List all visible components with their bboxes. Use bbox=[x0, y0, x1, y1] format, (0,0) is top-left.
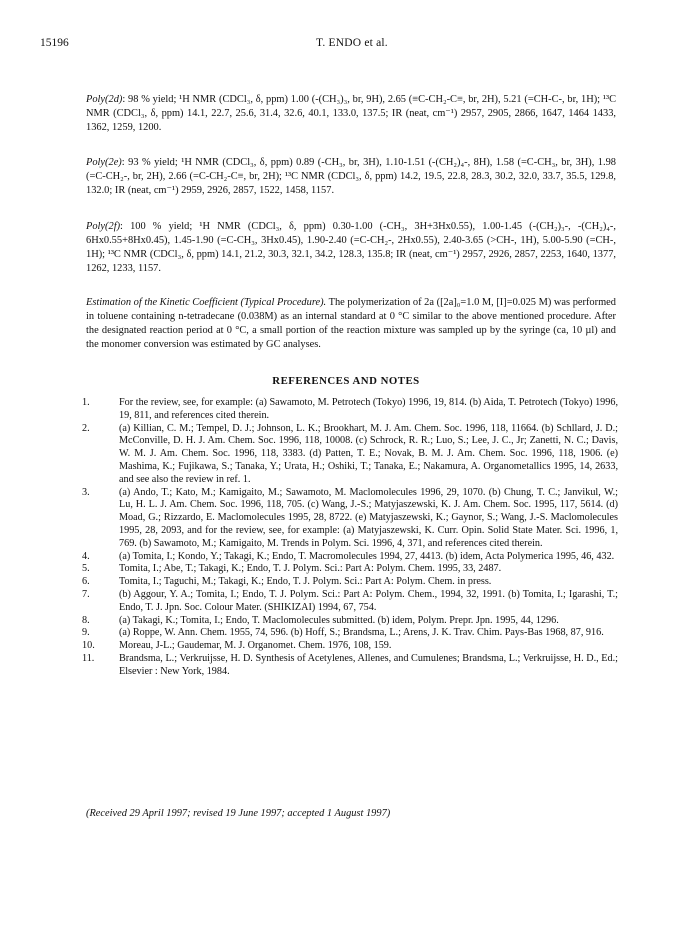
reference-number: 3. bbox=[82, 486, 90, 498]
reference-list bbox=[82, 397, 618, 679]
kinetic-estimation-title: Estimation of the Kinetic Coefficient (Typical Procedure). bbox=[86, 297, 327, 308]
reference-number: 5. bbox=[82, 563, 90, 575]
reference-item bbox=[82, 551, 618, 564]
received-dates: (Received 29 April 1997; revised 19 June 1997; accepted 1 August 1997) bbox=[86, 808, 391, 819]
reference-item bbox=[82, 627, 618, 640]
compound-data: : 100 % yield; ¹H NMR (CDCl₃, δ, ppm) 0.30-1.00 (-CH₃, 3H+3Hx0.55), 1.00-1.45 (-(CH₂)₃-, -(CH₂)₄-, 6Hx0.55+8Hx0.45), 1.45-1.90 (=C-CH₃, 3Hx0.45), 1.90-2.40 (=C-CH₂-, 2Hx0.55), 2.40-3.65 (>CH-, 1H), 5.00-5.90 (=CH-, 1H); ¹³C NMR (CDCl₃, δ, ppm) 14.1, 21.2, 30.3, 32.1, 34.2, 128.3, 135.8; IR (neat, cm⁻¹) 2957, 2926, 2857, 2253, 1640, 1377, 1262, 1233, 1157. bbox=[86, 221, 616, 274]
reference-number: 10. bbox=[82, 640, 95, 652]
compound-paragraph-2d bbox=[86, 93, 616, 135]
reference-text: (b) Aggour, Y. A.; Tomita, I.; Endo, T. J. Polym. Sci.: Part A: Polym. Chem., 1994, 32, 1991. (b) Tomita, I.; Igarashi, T.; Endo, T. J. Jpn. Soc. Colour Mater. (SHIKIZAI) 1994, 67, 754. bbox=[119, 588, 618, 613]
reference-item bbox=[82, 576, 618, 589]
reference-item bbox=[82, 563, 618, 576]
reference-number: 8. bbox=[82, 614, 90, 626]
references-heading: REFERENCES AND NOTES bbox=[272, 375, 420, 387]
reference-item bbox=[82, 640, 618, 653]
reference-number: 6. bbox=[82, 576, 90, 588]
reference-item bbox=[82, 487, 618, 551]
kinetic-estimation-text: The polymerization of 2a ([2a]₀=1.0 M, [I]=0.025 M) was performed in toluene containing n-tetradecane (0.038M) as an internal standard at 0 °C similar to the above mentioned procedure. After the designated reaction period at 0 °C, a small portion of the reaction mixture was sampled up by the syringe (ca, 10 µl) and the monomer conversion was estimated by GC analyses. bbox=[86, 297, 616, 350]
compound-paragraph-2f bbox=[86, 220, 616, 276]
compound-data: : 98 % yield; ¹H NMR (CDCl₃, δ, ppm) 1.00 (-(CH₃)₃, br, 9H), 2.65 (≡C-CH₂-C≡, br, 2H), 5.21 (=CH-C-, br, 1H); ¹³C NMR (CDCl₃, δ, ppm) 14.1, 22.7, 25.6, 31.4, 32.6, 40.1, 133.0, 137.5; IR (neat, cm⁻¹) 2957, 2905, 2866, 1647, 1464 1433, 1362, 1259, 1200. bbox=[86, 94, 616, 133]
reference-item bbox=[82, 653, 618, 679]
reference-text: (a) Ando, T.; Kato, M.; Kamigaito, M.; Sawamoto, M. Maclomolecules 1996, 29, 1070. (b) Chung, T. C.; Janvikul, W.; Lu, H. L. J. Am. Chem. Soc. 1996, 118, 705. (c) Wang, J.-S.; Matyjaszewski, K. J. Am. Chem. Soc. 1995, 117, 5614. (d) Moad, G.; Rizzardo, E. Maclomolecules 1995, 28, 8722. (e) Matyjaszewski, K.; Gaynor, S.; Wang, J.-S. Maclomolecules 1995, 28, 2093, and for the review, see, for example: (a) Matyjaszewski, K. Curr. Opin. Solid State Mater. Sci. 1996, 1, 769. (b) Sawamoto, M.; Kamigaito, M. Trends in Polym. Sci. 1996, 4, 371, and references cited therein. bbox=[119, 486, 618, 549]
compound-name: Poly(2e) bbox=[86, 157, 122, 168]
compound-name: Poly(2f) bbox=[86, 221, 121, 232]
reference-text: (a) Takagi, K.; Tomita, I.; Endo, T. Maclomolecules submitted. (b) idem, Polym. Prepr. Jpn. 1995, 44, 1296. bbox=[119, 614, 559, 626]
page-number: 15196 bbox=[40, 37, 69, 49]
reference-number: 2. bbox=[82, 422, 90, 434]
running-head: T. ENDO et al. bbox=[316, 37, 388, 49]
reference-item bbox=[82, 615, 618, 628]
compound-data: : 93 % yield; ¹H NMR (CDCl₃, δ, ppm) 0.89 (-CH₃, br, 3H), 1.10-1.51 (-(CH₂)₄-, 8H), 1.58 (=C-CH₃, br, 3H), 1.98 (=C-CH₂-, br, 2H), 2.66 (=C-CH₂-C≡, br, 2H); ¹³C NMR (CDCl₃, δ, ppm) 14.2, 19.5, 22.8, 28.3, 30.2, 32.0, 33.7, 35.5, 129.8, 132.0; IR (neat, cm⁻¹) 2959, 2926, 2857, 1522, 1458, 1157. bbox=[86, 157, 616, 196]
compound-name: Poly(2d) bbox=[86, 94, 123, 105]
reference-text: (a) Tomita, I.; Kondo, Y.; Takagi, K.; Endo, T. Macromolecules 1994, 27, 4413. (b) idem, Acta Polymerica 1995, 46, 432. bbox=[119, 550, 615, 562]
reference-item bbox=[82, 589, 618, 615]
reference-number: 4. bbox=[82, 550, 90, 562]
reference-text: Tomita, I.; Abe, T.; Takagi, K.; Endo, T. J. Polym. Sci.: Part A: Polym. Chem. 1995, 33, 2487. bbox=[119, 563, 502, 575]
reference-text: For the review, see, for example: (a) Sawamoto, M. Petrotech (Tokyo) 1996, 19, 814. (b) Aida, T. Petrotech (Tokyo) 1996, 19, 811, and references cited therein. bbox=[119, 397, 618, 421]
reference-text: Tomita, I.; Taguchi, M.; Takagi, K.; Endo, T. J. Polym. Sci.: Part A: Polym. Chem. in press. bbox=[119, 576, 492, 588]
reference-text: (a) Roppe, W. Ann. Chem. 1955, 74, 596. (b) Hoff, S.; Brandsma, L.; Arens, J. K. Trav. Chim. Pays-Bas 1968, 87, 916. bbox=[119, 627, 604, 639]
reference-number: 11. bbox=[82, 652, 95, 664]
reference-number: 9. bbox=[82, 627, 90, 639]
compound-paragraph-2e bbox=[86, 156, 616, 198]
reference-number: 1. bbox=[82, 397, 90, 408]
reference-text: Brandsma, L.; Verkruijsse, H. D. Synthesis of Acetylenes, Allenes, and Cumulenes; Brandsma, L.; Verkruijsse, H. D., Ed.; Elsevier : New York, 1984. bbox=[119, 652, 618, 677]
reference-item bbox=[82, 397, 618, 423]
reference-text: Moreau, J-L.; Gaudemar, M. J. Organomet. Chem. 1976, 108, 159. bbox=[119, 640, 392, 652]
reference-number: 7. bbox=[82, 588, 90, 600]
reference-text: (a) Killian, C. M.; Tempel, D. J.; Johnson, L. K.; Brookhart, M. J. Am. Chem. Soc. 1996, 118, 11664. (b) Schllard, J. D.; McConville, D. H. J. Am. Chem. Soc. 1996, 118, 10008. (c) Schrock, R. R.; Luo, S.; Lee, J. C., Jr; Zanetti, N. C.; Davis, W. M. J. Am. Chem. Soc. 1996, 118, 3383. (d) Patten, T. E.; Novak, B. M. J. Am. Chem. Soc. 1996, 118, 1906. (e) Mashima, K.; Fujikawa, S.; Tanaka, Y.; Urata, H.; Oshiki, T.; Tanaka, E.; Nakamura, A. Organometallics 1995, 14, 2633, and see also the review in ref. 1. bbox=[119, 422, 618, 485]
reference-item bbox=[82, 423, 618, 487]
kinetic-estimation-paragraph bbox=[86, 296, 616, 352]
